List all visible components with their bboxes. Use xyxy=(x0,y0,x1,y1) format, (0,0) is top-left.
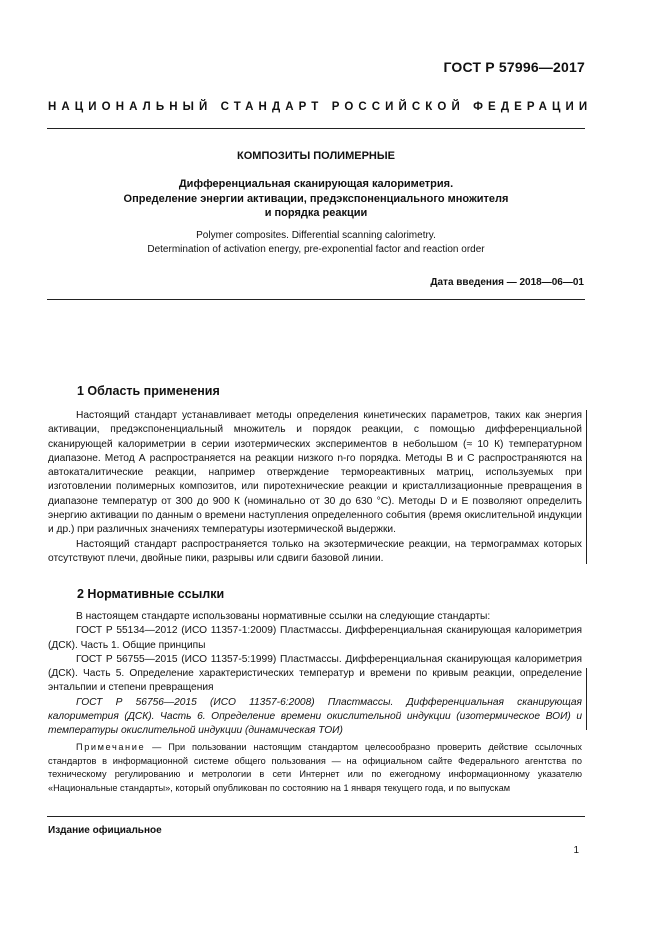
note-label: Примечание xyxy=(76,742,146,752)
note-paragraph xyxy=(48,741,582,795)
national-standard-banner: НАЦИОНАЛЬНЫЙ СТАНДАРТ РОССИЙСКОЙ ФЕДЕРАЦИИ xyxy=(48,101,593,113)
title-english-line: Polymer composites. Differential scanning calorimetry. xyxy=(196,230,436,241)
section-2-references xyxy=(48,610,582,739)
title-subtitle-line: и порядка реакции xyxy=(264,207,368,219)
section-1-paragraph: Настоящий стандарт устанавливает методы определения кинетических параметров, таких как энергия активации, предэкспоненциальный множитель и порядок реакции, с помощью дифференциальной сканирующей калориметрии в серии изотермических экспериментов в небольшом (≈ 10 К) температурном диапазоне. Метод А распространяется на реакции низкого n-го порядка. Методы В и С распространяются на автокаталитические реакции, например отверждение термореактивных матриц, используемых при изготовлении полимерных композитов, или пиротехнические реакции и кристаллизационные превращения в диапазоне температур от 300 до 900 К (номинально от 30 до 630 °С). Методы D и Е позволяют определить энергию активации по данным о времени наступления определенного события (время окислительной индукции и др.) при различных значениях температуры изотермической выдержки. xyxy=(48,410,582,536)
official-edition-label: Издание официальное xyxy=(48,825,162,836)
reference-item: ГОСТ Р 56755—2015 (ИСО 11357-5:1999) Пластмассы. Дифференциальная сканирующая калориметрия (ДСК). Часть 5. Определение характеристических температур и времени по кривым реакции, определение энтальпии и степени превращения xyxy=(48,653,582,694)
section-1-paragraph: Настоящий стандарт распространяется только на экзотермические реакции, на термограммах которых отсутствуют плечи, двойные пики, разрывы или сдвиги базовой линии. xyxy=(48,538,582,564)
header-rule xyxy=(47,128,585,129)
change-bar xyxy=(586,668,587,730)
title-subtitle-line: Определение энергии активации, предэкспоненциального множителя xyxy=(123,192,509,205)
page-number: 1 xyxy=(573,845,579,856)
introduction-date: Дата введения — 2018—06—01 xyxy=(430,277,584,288)
footer-rule xyxy=(47,816,585,817)
section-2-heading: 2 Нормативные ссылки xyxy=(77,587,225,601)
title-main: КОМПОЗИТЫ ПОЛИМЕРНЫЕ xyxy=(237,150,395,162)
section-1-heading: 1 Область применения xyxy=(77,384,220,398)
references-intro: В настоящем стандарте использованы нормативные ссылки на следующие стандарты: xyxy=(76,611,491,622)
title-subtitle-line: Дифференциальная сканирующая калориметрия. xyxy=(178,178,454,190)
change-bar xyxy=(586,410,587,564)
title-english-line: Determination of activation energy, pre-exponential factor and reaction order xyxy=(147,244,485,255)
reference-item: ГОСТ Р 56756—2015 (ИСО 11357-6:2008) Пластмассы. Дифференциальная сканирующая калориметрия (ДСК). Часть 6. Определение времени окислительной индукции (изотермическое ВОИ) и температуры окислительной индукции (динамическая ТОИ) xyxy=(48,696,582,737)
date-rule xyxy=(47,299,585,300)
reference-item: ГОСТ Р 55134—2012 (ИСО 11357-1:2009) Пластмассы. Дифференциальная сканирующая калориметрия (ДСК). Часть 1. Общие принципы xyxy=(48,625,582,651)
section-2-note xyxy=(48,741,582,795)
document-code: ГОСТ Р 57996—2017 xyxy=(443,59,585,75)
title-subtitle xyxy=(47,177,585,221)
section-1-body xyxy=(48,409,582,566)
title-english xyxy=(47,229,585,257)
note-text: — При пользовании настоящим стандартом целесообразно проверить действие ссылочных стандартов в информационной системе общего пользования — на официальном сайте Федерального агентства по техническому регулированию и метрологии в сети Интернет или по ежегодному информационному указателю «Национальные стандарты», который опубликован по состоянию на 1 января текущего года, и по выпускам xyxy=(48,742,582,793)
